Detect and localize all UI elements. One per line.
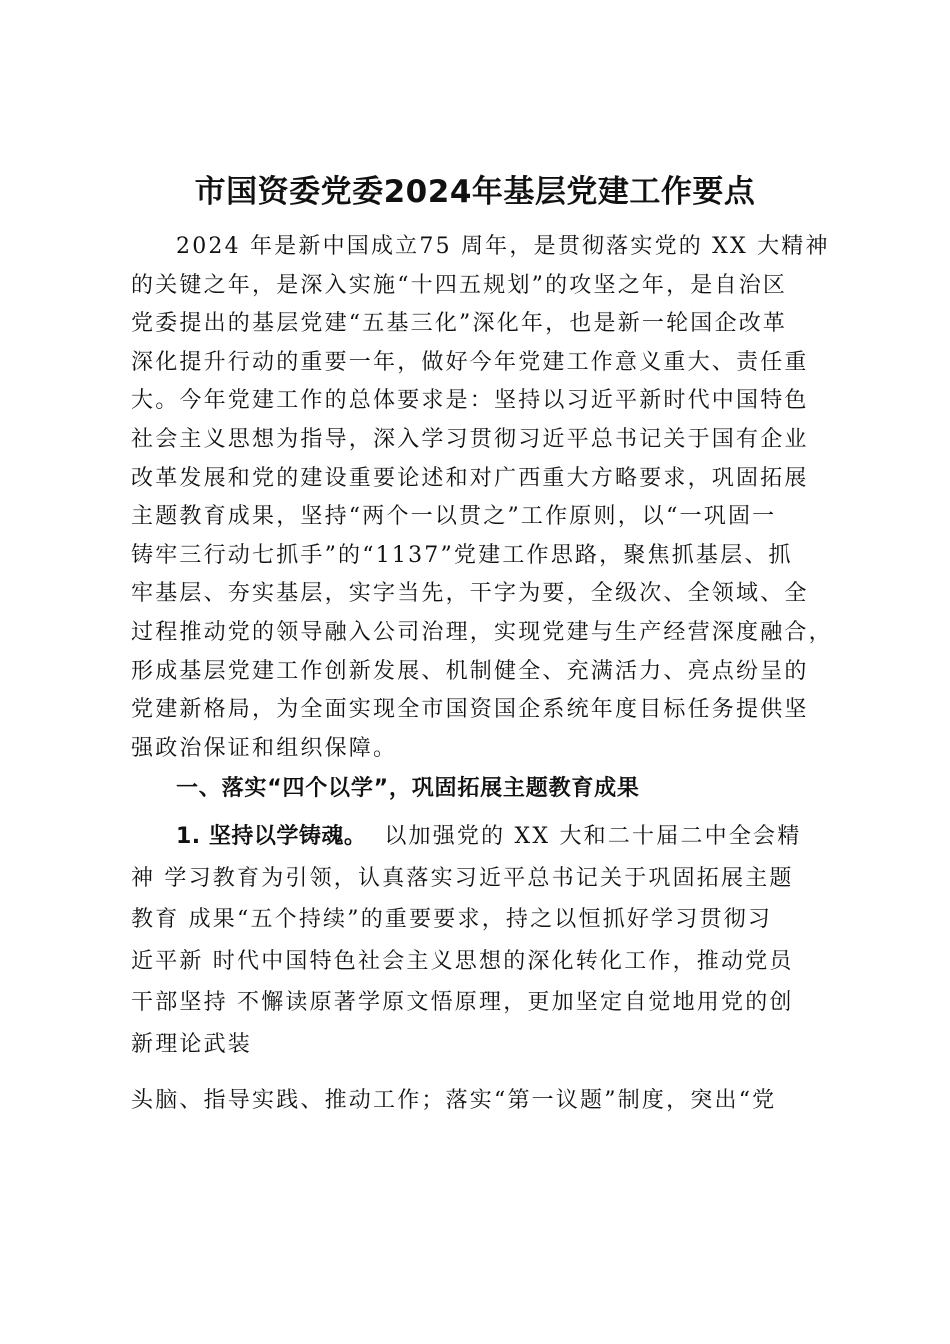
continuation-line: 头脑、指导实践、推动工作；落实“第一议题”制度，突出“党 — [131, 1088, 777, 1113]
intro-line: 主题教育成果，坚持“两个一以贯之”工作原则，以“一巩固一 — [131, 504, 777, 530]
intro-line: 社会主义思想为指导，深入学习贯彻习近平总书记关于国有企业 — [131, 426, 809, 452]
intro-line: 党建新格局，为全面实现全市国资国企系统年度目标任务提供坚 — [131, 697, 809, 723]
intro-line: 过程推动党的领导融入公司治理，实现党建与生产经营深度融合， — [131, 619, 833, 645]
item-line: 干部坚持 不懈读原著学原文悟原理，更加坚定自觉地用党的创 — [131, 990, 794, 1015]
item-lead: 1. 坚持以学铸魂。 — [176, 824, 367, 849]
section-heading: 一、落实“四个以学”，巩固拓展主题教育成果 — [176, 776, 640, 801]
intro-line: 深化提升行动的重要一年，做好今年党建工作意义重大、责任重 — [131, 349, 809, 375]
continuation-paragraph — [131, 1082, 851, 1121]
intro-line: 改革发展和党的建设重要论述和对广西重大方略要求，巩固拓展 — [131, 465, 809, 491]
intro-line: 的关键之年，是深入实施“十四五规划”的攻坚之年，是自治区 — [131, 272, 788, 298]
intro-line: 形成基层党建工作创新发展、机制健全、充满活力、亮点纷呈的 — [131, 658, 809, 684]
intro-line: 大。今年党建工作的总体要求是：坚持以习近平新时代中国特色 — [131, 388, 809, 414]
item-line: 以加强党的 XX 大和二十届二中全会精 — [384, 824, 802, 849]
intro-line: 2024 年是新中国成立75 周年，是贯彻落实党的 XX 大精神 — [176, 234, 830, 259]
intro-line: 铸牢三行动七抓手”的“1137”党建工作思路，聚焦抓基层、抓 — [131, 542, 793, 568]
item-paragraph — [131, 816, 851, 1065]
document-title: 市国资委党委2024年基层党建工作要点 — [194, 174, 756, 210]
item-first-line — [131, 816, 851, 858]
intro-line: 强政治保证和组织保障。 — [131, 735, 398, 761]
item-line: 新理论武装 — [131, 1031, 253, 1057]
item-line: 近平新 时代中国特色社会主义思想的深化转化工作，推动党员 — [131, 948, 794, 974]
intro-line: 牢基层、夯实基层，实字当先，干字为要，全级次、全领域、全 — [131, 581, 809, 607]
intro-paragraph — [131, 228, 851, 768]
item-line: 神 学习教育为引领，认真落实习近平总书记关于巩固拓展主题 — [131, 865, 794, 891]
item-line: 教育 成果“五个持续”的重要要求，持之以恒抓好学习贯彻习 — [131, 907, 773, 932]
intro-line: 党委提出的基层党建“五基三化”深化年，也是新一轮国企改革 — [131, 311, 788, 337]
